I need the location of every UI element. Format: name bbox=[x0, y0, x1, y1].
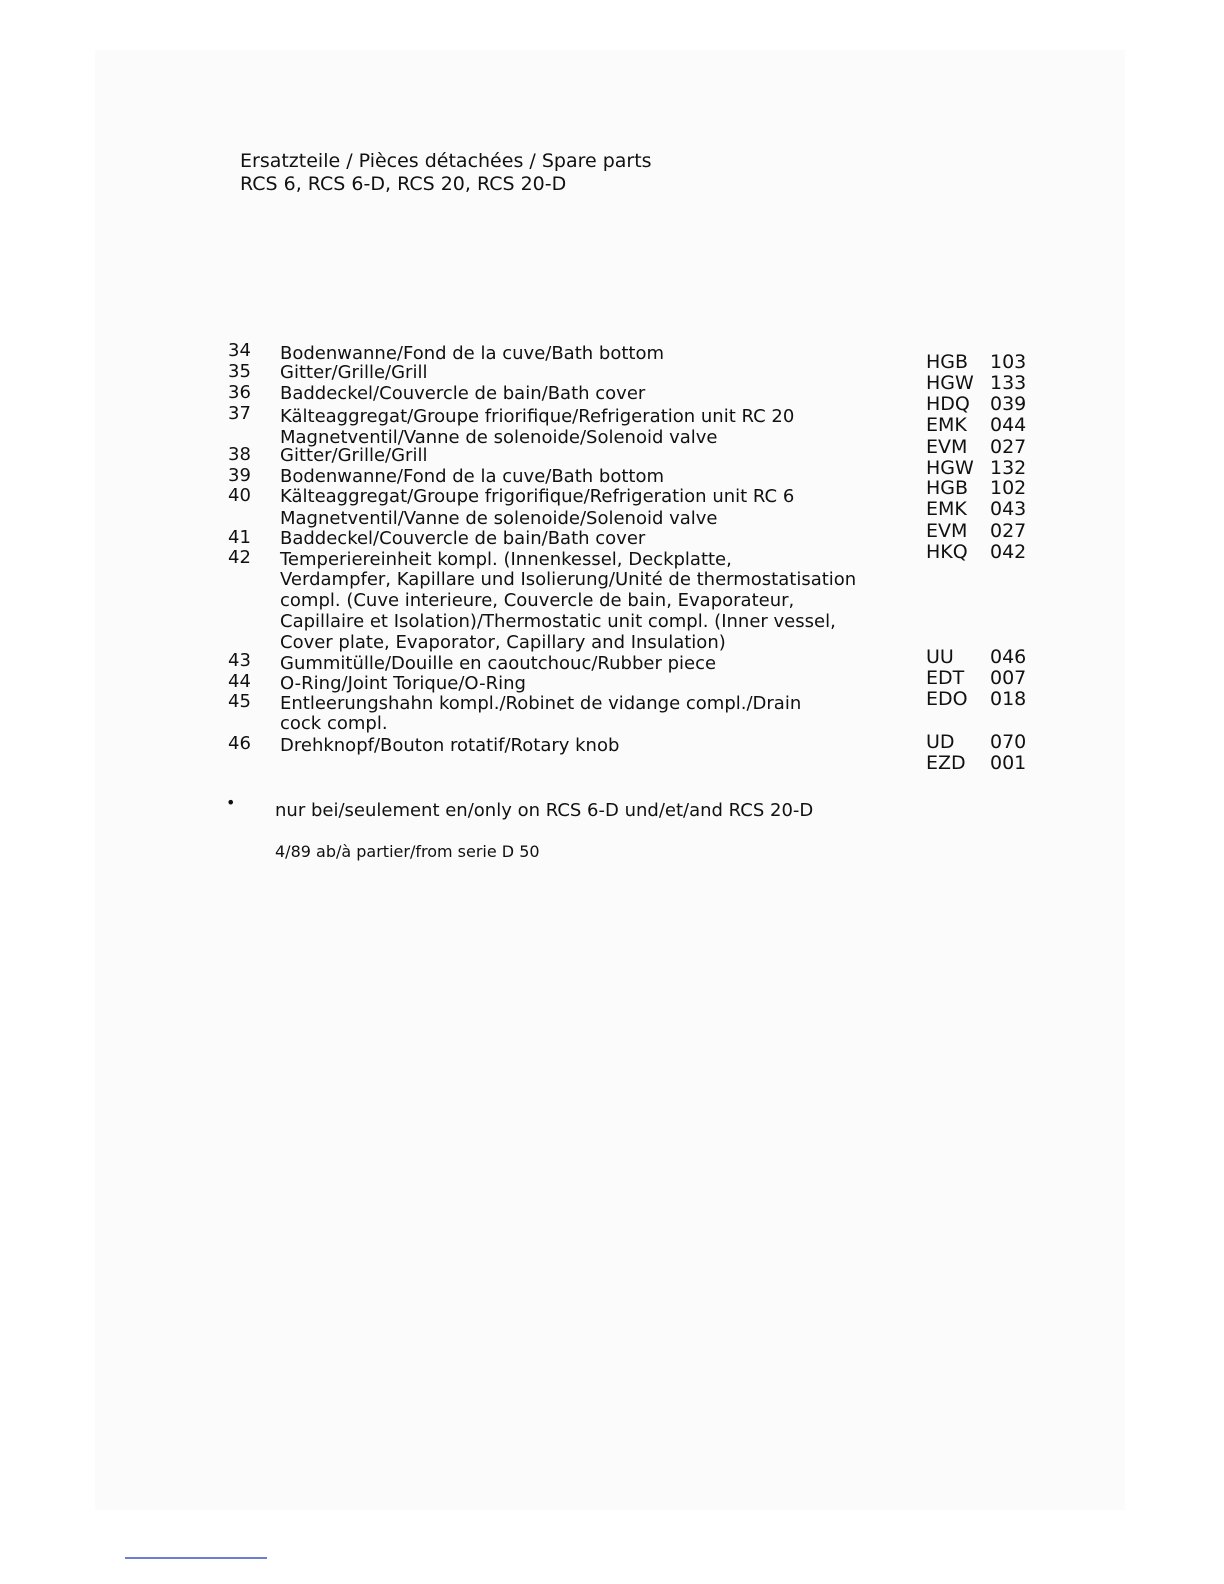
part-code-number: 043 bbox=[990, 498, 1027, 520]
part-description: Gummitülle/Douille en caoutchouc/Rubber piece bbox=[280, 653, 717, 674]
scanned-page-area bbox=[95, 50, 1125, 1510]
part-code: EDT bbox=[926, 667, 965, 689]
part-code-number: 046 bbox=[990, 646, 1027, 668]
part-description: Bodenwanne/Fond de la cuve/Bath bottom bbox=[280, 343, 664, 364]
part-number: 38 bbox=[228, 444, 251, 465]
part-description: Gitter/Grille/Grill bbox=[280, 362, 428, 383]
part-description: Kälteaggregat/Groupe frigorifique/Refrigeration unit RC 6 bbox=[280, 486, 795, 507]
part-code: UU bbox=[926, 646, 954, 668]
part-number: 40 bbox=[228, 485, 251, 506]
part-description-line: compl. (Cuve interieure, Couvercle de bain, Evaporateur, bbox=[280, 590, 795, 611]
code-row bbox=[0, 457, 1224, 479]
part-description: Gitter/Grille/Grill bbox=[280, 445, 428, 466]
bottom-rule bbox=[125, 1557, 267, 1559]
code-row bbox=[0, 520, 1224, 542]
part-number: 37 bbox=[228, 403, 251, 424]
part-code: UD bbox=[926, 731, 955, 753]
part-code: EMK bbox=[926, 498, 967, 520]
part-code-number: 070 bbox=[990, 731, 1027, 753]
code-row bbox=[0, 436, 1224, 458]
part-code: HGB bbox=[926, 477, 969, 499]
part-code-number: 132 bbox=[990, 457, 1027, 479]
part-number: 36 bbox=[228, 382, 251, 403]
footnote-series: 4/89 ab/à partier/from serie D 50 bbox=[275, 842, 540, 861]
part-number: 39 bbox=[228, 465, 251, 486]
part-code: HGB bbox=[926, 351, 969, 373]
footnote-bullet: • bbox=[226, 793, 236, 812]
part-description: Baddeckel/Couvercle de bain/Bath cover bbox=[280, 528, 646, 549]
part-code-number: 133 bbox=[990, 372, 1027, 394]
part-number: 34 bbox=[228, 340, 251, 361]
part-code-number: 018 bbox=[990, 688, 1027, 710]
code-row bbox=[0, 688, 1224, 710]
part-code-number: 042 bbox=[990, 541, 1027, 563]
code-row bbox=[0, 414, 1224, 436]
page-title: Ersatzteile / Pièces détachées / Spare parts bbox=[240, 150, 652, 172]
code-row bbox=[0, 393, 1224, 415]
part-code-number: 007 bbox=[990, 667, 1027, 689]
part-description: Entleerungshahn kompl./Robinet de vidange compl./Drain bbox=[280, 693, 802, 714]
part-number: 43 bbox=[228, 650, 251, 671]
part-description-line: cock compl. bbox=[280, 713, 388, 734]
part-description: Temperiereinheit kompl. (Innenkessel, Deckplatte, bbox=[280, 549, 732, 570]
part-number: 35 bbox=[228, 361, 251, 382]
part-description-line: Verdampfer, Kapillare und Isolierung/Unité de thermostatisation bbox=[280, 569, 857, 590]
part-description-line: Magnetventil/Vanne de solenoide/Solenoid valve bbox=[280, 427, 718, 448]
part-code: HDQ bbox=[926, 393, 970, 415]
part-description-line: Cover plate, Evaporator, Capillary and Insulation) bbox=[280, 632, 726, 653]
part-description: Drehknopf/Bouton rotatif/Rotary knob bbox=[280, 735, 620, 756]
part-number: 42 bbox=[228, 547, 251, 568]
code-row bbox=[0, 372, 1224, 394]
model-list: RCS 6, RCS 6-D, RCS 20, RCS 20-D bbox=[240, 173, 567, 195]
part-code-number: 039 bbox=[990, 393, 1027, 415]
part-code: EMK bbox=[926, 414, 967, 436]
part-code-number: 103 bbox=[990, 351, 1027, 373]
part-number: 45 bbox=[228, 691, 251, 712]
part-code-number: 027 bbox=[990, 520, 1027, 542]
code-row bbox=[0, 646, 1224, 668]
code-row bbox=[0, 752, 1224, 774]
part-description-line: Magnetventil/Vanne de solenoide/Solenoid valve bbox=[280, 508, 718, 529]
code-row bbox=[0, 351, 1224, 373]
code-row bbox=[0, 477, 1224, 499]
part-code-number: 001 bbox=[990, 752, 1027, 774]
code-row bbox=[0, 541, 1224, 563]
part-number: 41 bbox=[228, 527, 251, 548]
part-code: HGW bbox=[926, 372, 974, 394]
footnote-availability: nur bei/seulement en/only on RCS 6-D und/et/and RCS 20-D bbox=[275, 800, 814, 821]
code-row bbox=[0, 667, 1224, 689]
part-code-number: 044 bbox=[990, 414, 1027, 436]
part-code: EVM bbox=[926, 520, 968, 542]
part-description-line: Capillaire et Isolation)/Thermostatic unit compl. (Inner vessel, bbox=[280, 611, 836, 632]
part-description: Kälteaggregat/Groupe friorifique/Refrigeration unit RC 20 bbox=[280, 406, 795, 427]
part-code: EVM bbox=[926, 436, 968, 458]
part-number: 46 bbox=[228, 733, 251, 754]
part-code-number: 102 bbox=[990, 477, 1027, 499]
part-code: EDO bbox=[926, 688, 968, 710]
part-description: Bodenwanne/Fond de la cuve/Bath bottom bbox=[280, 466, 664, 487]
code-row bbox=[0, 731, 1224, 753]
part-code-number: 027 bbox=[990, 436, 1027, 458]
part-code: EZD bbox=[926, 752, 966, 774]
code-row bbox=[0, 498, 1224, 520]
part-code: HGW bbox=[926, 457, 974, 479]
part-number: 44 bbox=[228, 671, 251, 692]
part-code: HKQ bbox=[926, 541, 968, 563]
part-description: O-Ring/Joint Torique/O-Ring bbox=[280, 673, 526, 694]
part-description: Baddeckel/Couvercle de bain/Bath cover bbox=[280, 383, 646, 404]
